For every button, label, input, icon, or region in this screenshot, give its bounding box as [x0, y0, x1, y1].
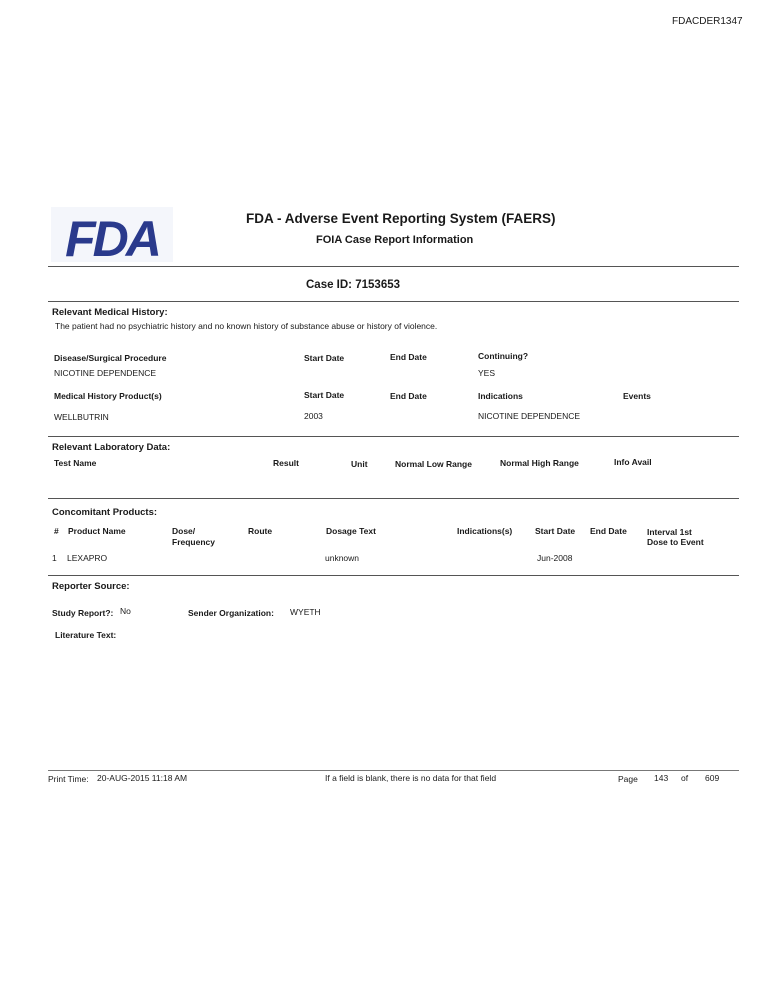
- product-header-indications: Indications: [478, 391, 523, 401]
- product-header-end-date: End Date: [390, 391, 427, 401]
- literature-text-label: Literature Text:: [55, 630, 117, 640]
- page-number: 143: [654, 773, 669, 783]
- concomitant-header-number: #: [54, 526, 59, 536]
- report-subtitle: FOIA Case Report Information: [316, 234, 474, 246]
- product-value-name: WELLBUTRIN: [54, 412, 109, 422]
- concomitant-header-interval: Interval 1st: [647, 527, 692, 537]
- case-id: [306, 279, 400, 291]
- disease-header-procedure: Disease/Surgical Procedure: [54, 353, 167, 363]
- disease-header-continuing: Continuing?: [478, 351, 529, 361]
- concomitant-header-dose-to-event: Dose to Event: [647, 537, 704, 547]
- product-value-start-date: 2003: [304, 411, 323, 421]
- disease-value-continuing: YES: [478, 368, 496, 378]
- blank-field-note: If a field is blank, there is no data for that field: [325, 773, 497, 783]
- concomitant-row-product: LEXAPRO: [67, 553, 108, 563]
- print-time-value: 20-AUG-2015 11:18 AM: [97, 773, 188, 783]
- logo-text: FDA: [65, 211, 159, 262]
- concomitant-header-end-date: End Date: [590, 526, 627, 536]
- disease-value-procedure: NICOTINE DEPENDENCE: [54, 368, 157, 378]
- total-pages: 609: [705, 773, 720, 783]
- medical-history-divider: [48, 436, 739, 437]
- concomitant-header-dosage-text: Dosage Text: [326, 526, 376, 536]
- disease-header-start-date: Start Date: [304, 353, 345, 363]
- case-id-label: Case ID:: [306, 279, 353, 291]
- sender-organization-value: WYETH: [290, 607, 321, 617]
- concomitant-header-start-date: Start Date: [535, 526, 576, 536]
- header-divider: [48, 266, 739, 267]
- reporter-heading: Reporter Source:: [52, 581, 130, 592]
- medical-history-narrative: The patient had no psychiatric history and no known history of substance abuse or history of violence.: [55, 321, 438, 331]
- concomitant-row-start-date: Jun-2008: [537, 553, 573, 563]
- page-of-label: of: [681, 773, 689, 783]
- lab-header-info-avail: Info Avail: [614, 457, 652, 467]
- case-id-value: 7153653: [355, 279, 401, 291]
- lab-header-normal-low: Normal Low Range: [395, 459, 472, 469]
- product-value-indications: NICOTINE DEPENDENCE: [478, 411, 581, 421]
- concomitant-header-route: Route: [248, 526, 273, 536]
- report-title: FDA - Adverse Event Reporting System (FAERS): [246, 211, 556, 226]
- lab-header-unit: Unit: [351, 459, 368, 469]
- lab-header-test-name: Test Name: [54, 458, 97, 468]
- concomitant-divider: [48, 575, 739, 576]
- concomitant-row-number: 1: [52, 553, 57, 563]
- disease-header-end-date: End Date: [390, 352, 427, 362]
- lab-data-divider: [48, 498, 739, 499]
- lab-data-heading: Relevant Laboratory Data:: [52, 442, 171, 453]
- study-report-value: No: [120, 606, 131, 616]
- lab-header-normal-high: Normal High Range: [500, 458, 579, 468]
- concomitant-header-frequency: Frequency: [172, 537, 215, 547]
- product-header-start-date: Start Date: [304, 390, 345, 400]
- print-time-label: Print Time:: [48, 774, 89, 784]
- fda-logo: [51, 207, 173, 262]
- concomitant-header-dose: Dose/: [172, 526, 196, 536]
- study-report-label: Study Report?:: [52, 608, 114, 618]
- concomitant-row-dosage-text: unknown: [325, 553, 360, 563]
- page-label: Page: [618, 774, 638, 784]
- document-id: FDACDER1347: [672, 16, 743, 27]
- sender-organization-label: Sender Organization:: [188, 608, 274, 618]
- medical-history-heading: Relevant Medical History:: [52, 307, 168, 318]
- concomitant-header-product: Product Name: [68, 526, 126, 536]
- concomitant-heading: Concomitant Products:: [52, 507, 158, 518]
- product-header-events: Events: [623, 391, 651, 401]
- footer-divider: [48, 770, 739, 771]
- lab-header-result: Result: [273, 458, 299, 468]
- concomitant-header-indications: Indications(s): [457, 526, 513, 536]
- case-divider: [48, 301, 739, 302]
- fda-logo-graphic: [51, 207, 173, 262]
- product-header-name: Medical History Product(s): [54, 391, 162, 401]
